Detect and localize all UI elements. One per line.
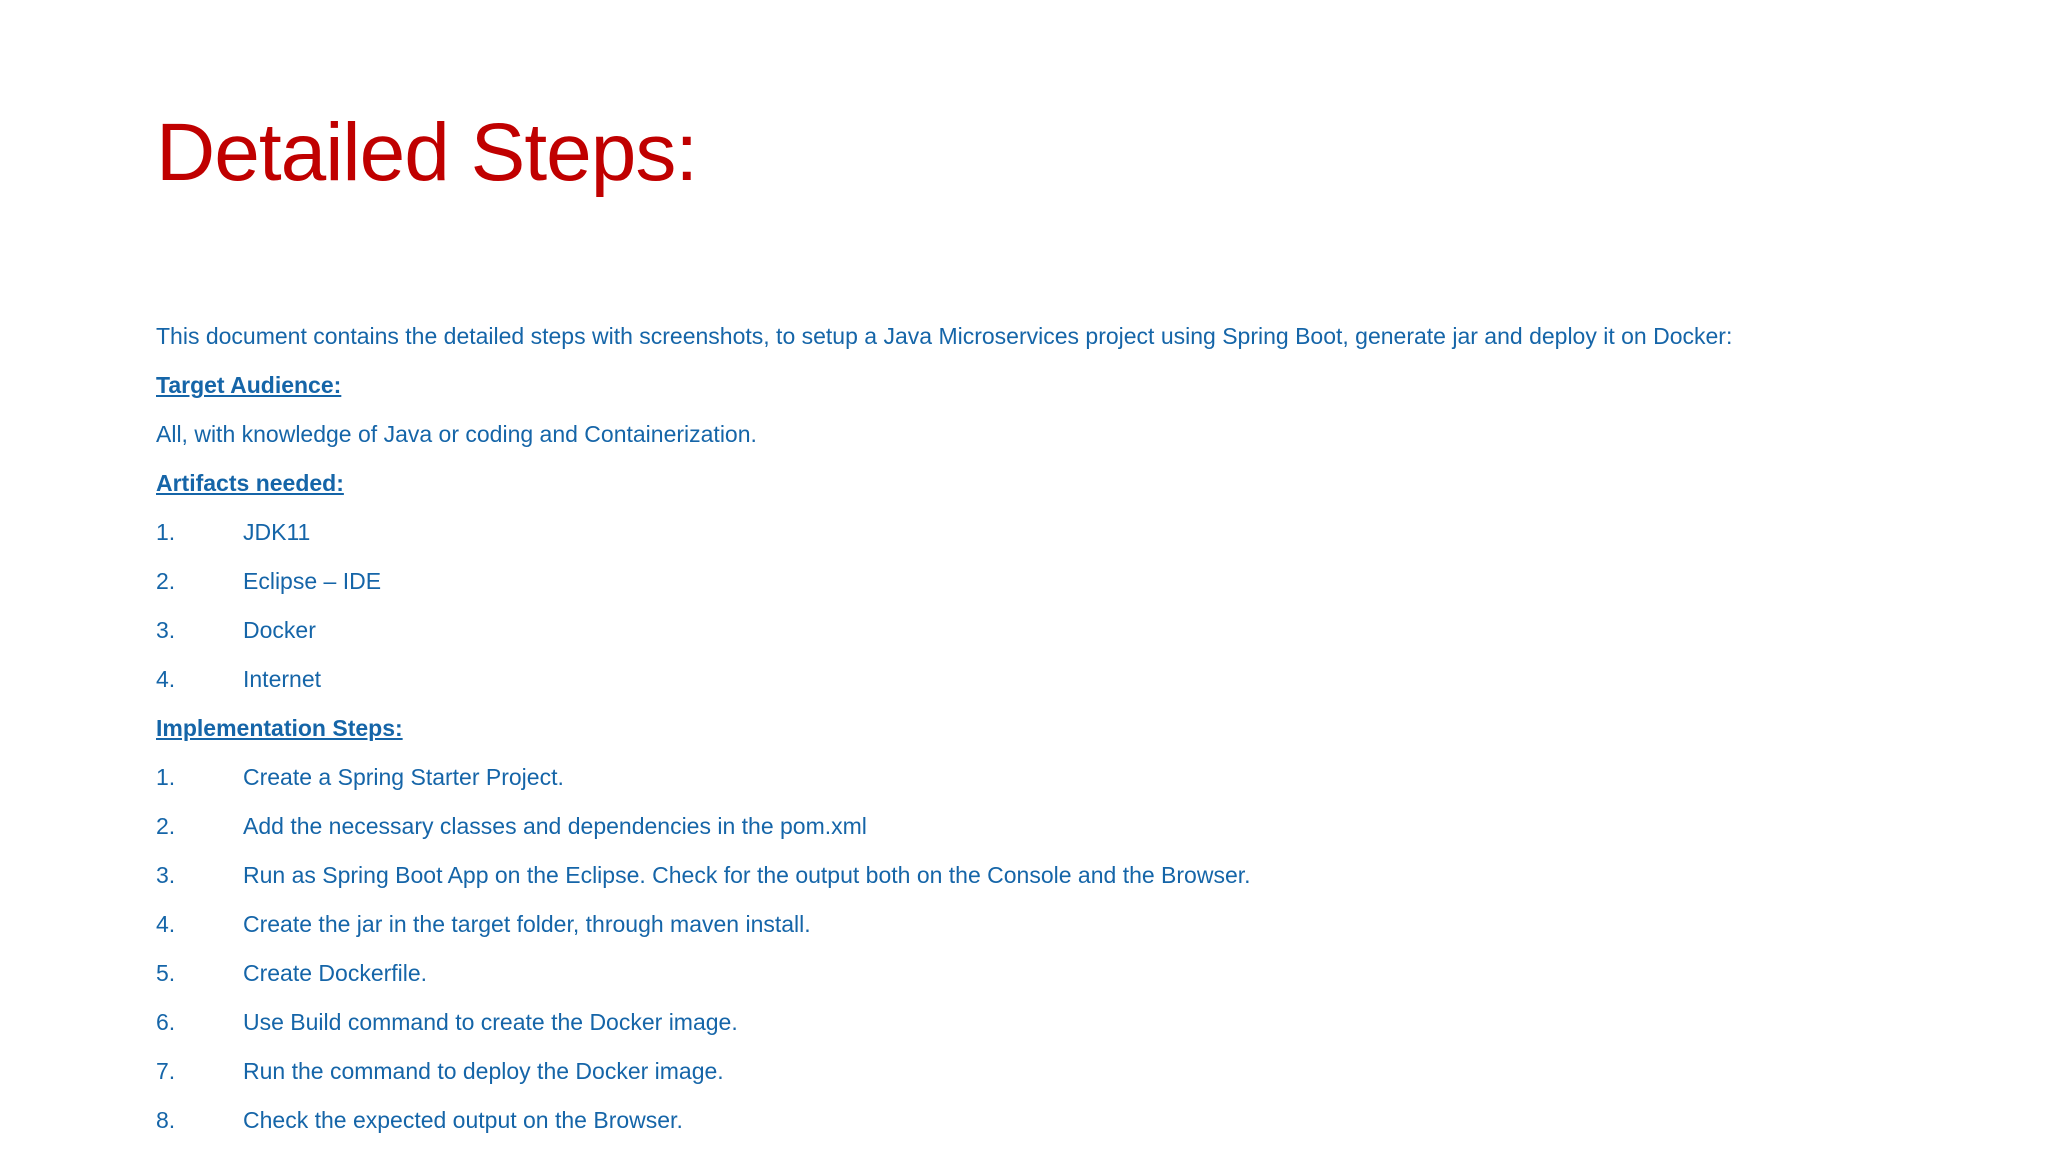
list-item xyxy=(156,557,1996,606)
list-item-text: Eclipse – IDE xyxy=(243,568,382,594)
list-item xyxy=(156,1047,1996,1096)
list-item-text: Add the necessary classes and dependencies in the pom.xml xyxy=(243,813,867,839)
list-item xyxy=(156,802,1996,851)
list-item xyxy=(156,655,1996,704)
list-item-text: Check the expected output on the Browser. xyxy=(243,1107,683,1133)
list-item-number: 3. xyxy=(156,617,176,643)
slide-title: Detailed Steps: xyxy=(156,107,698,198)
list-item-number: 8. xyxy=(156,1107,176,1133)
list-item xyxy=(156,606,1996,655)
intro-text: This document contains the detailed steps with screenshots, to setup a Java Microservices project using Spring Boot, generate jar and deploy it on Docker: xyxy=(156,323,1733,349)
list-item-text: Run as Spring Boot App on the Eclipse. Check for the output both on the Console and the Browser. xyxy=(243,862,1251,888)
list-item xyxy=(156,508,1996,557)
list-item-text: Create the jar in the target folder, through maven install. xyxy=(243,911,811,937)
list-item-number: 1. xyxy=(156,764,176,790)
list-item-text: Internet xyxy=(243,666,321,692)
list-item xyxy=(156,900,1996,949)
list-item-text: Run the command to deploy the Docker image. xyxy=(243,1058,724,1084)
list-item-number: 5. xyxy=(156,960,176,986)
list-item xyxy=(156,753,1996,802)
list-item xyxy=(156,998,1996,1047)
list-item xyxy=(156,1096,1996,1145)
artifacts-heading: Artifacts needed: xyxy=(156,470,344,496)
list-item-text: Use Build command to create the Docker image. xyxy=(243,1009,738,1035)
list-item-number: 2. xyxy=(156,568,176,594)
implementation-list xyxy=(156,753,1996,1145)
artifacts-list xyxy=(156,508,1996,704)
target-audience-heading: Target Audience: xyxy=(156,372,342,398)
list-item-number: 4. xyxy=(156,911,176,937)
list-item-text: Create a Spring Starter Project. xyxy=(243,764,564,790)
list-item-number: 7. xyxy=(156,1058,176,1084)
list-item-number: 1. xyxy=(156,519,176,545)
list-item-number: 3. xyxy=(156,862,176,888)
implementation-heading: Implementation Steps: xyxy=(156,715,403,741)
list-item-number: 2. xyxy=(156,813,176,839)
slide-body xyxy=(156,312,1996,1145)
list-item xyxy=(156,851,1996,900)
list-item-text: JDK11 xyxy=(243,519,311,545)
list-item-number: 6. xyxy=(156,1009,176,1035)
list-item xyxy=(156,949,1996,998)
list-item-number: 4. xyxy=(156,666,176,692)
list-item-text: Docker xyxy=(243,617,316,643)
list-item-text: Create Dockerfile. xyxy=(243,960,428,986)
target-audience-text: All, with knowledge of Java or coding and Containerization. xyxy=(156,421,757,447)
